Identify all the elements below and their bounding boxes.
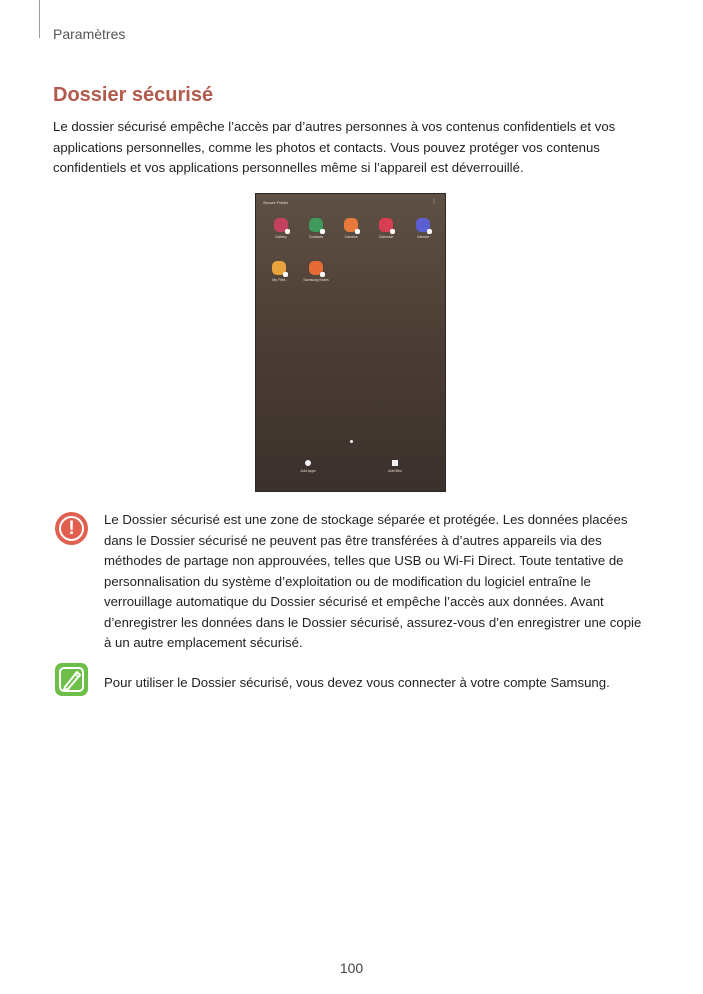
my-files-icon [272, 261, 286, 275]
screenshot-title: Secure Folder [263, 200, 289, 205]
app-gallery: Gallery [266, 218, 296, 240]
pen-glyph [55, 663, 88, 696]
add-files-button: Add files [380, 460, 410, 473]
tip-note: Pour utiliser le Dossier sécurisé, vous devez vous connecter à votre compte Samsung. [104, 675, 610, 690]
contacts-icon [309, 218, 323, 232]
page-number: 100 [339, 960, 364, 976]
section-title: Dossier sécurisé [53, 84, 214, 106]
header-edge-line [39, 0, 40, 38]
app-samsung-notes: Samsung Notes [301, 261, 331, 283]
calendar-icon [379, 218, 393, 232]
page-indicator [350, 440, 353, 443]
intro-paragraph: Le dossier sécurisé empêche l’accès par d’autres personnes à vos contenus confidentiels et vos applications personnelles, comme les photos et contacts. Vous pouvez protéger vos contenus confidentiels et vos applications personnelles même si l’appareil est déverrouillé. [53, 119, 616, 175]
app-camera: Camera [336, 218, 366, 240]
add-apps-button: Add apps [293, 460, 323, 473]
app-calendar: Calendar [371, 218, 401, 240]
app-contacts: Contacts [301, 218, 331, 240]
samsung-notes-icon [309, 261, 323, 275]
add-icon [305, 460, 311, 466]
caution-note: Le Dossier sécurisé est une zone de stockage séparée et protégée. Les données placées dans le Dossier sécurisé ne peuvent pas être transférées à d’autres appareils via des méthodes de partage non approuvées, telles que USB ou Wi-Fi Direct. Toute tentative de personnalisation du système d’exploitation ou de modification du logiciel entraîne le verrouillage automatique du Dossier sécurisé et empêche l’accès aux données. Avant d’enregistrer les données dans le Dossier sécurisé, assurez-vous d’en enregistrer une copie à un autre emplacement sécurisé. [104, 512, 642, 650]
caution-icon: ! [55, 512, 88, 545]
internet-icon [416, 218, 430, 232]
more-options-icon: ⋮ [431, 199, 437, 205]
file-icon [392, 460, 398, 466]
secure-folder-screenshot [255, 193, 446, 492]
app-my-files: My Files [264, 261, 294, 283]
note-pen-icon [55, 663, 88, 696]
app-internet: Internet [408, 218, 438, 240]
gallery-icon [274, 218, 288, 232]
camera-icon [344, 218, 358, 232]
running-header: Paramètres [53, 26, 126, 42]
